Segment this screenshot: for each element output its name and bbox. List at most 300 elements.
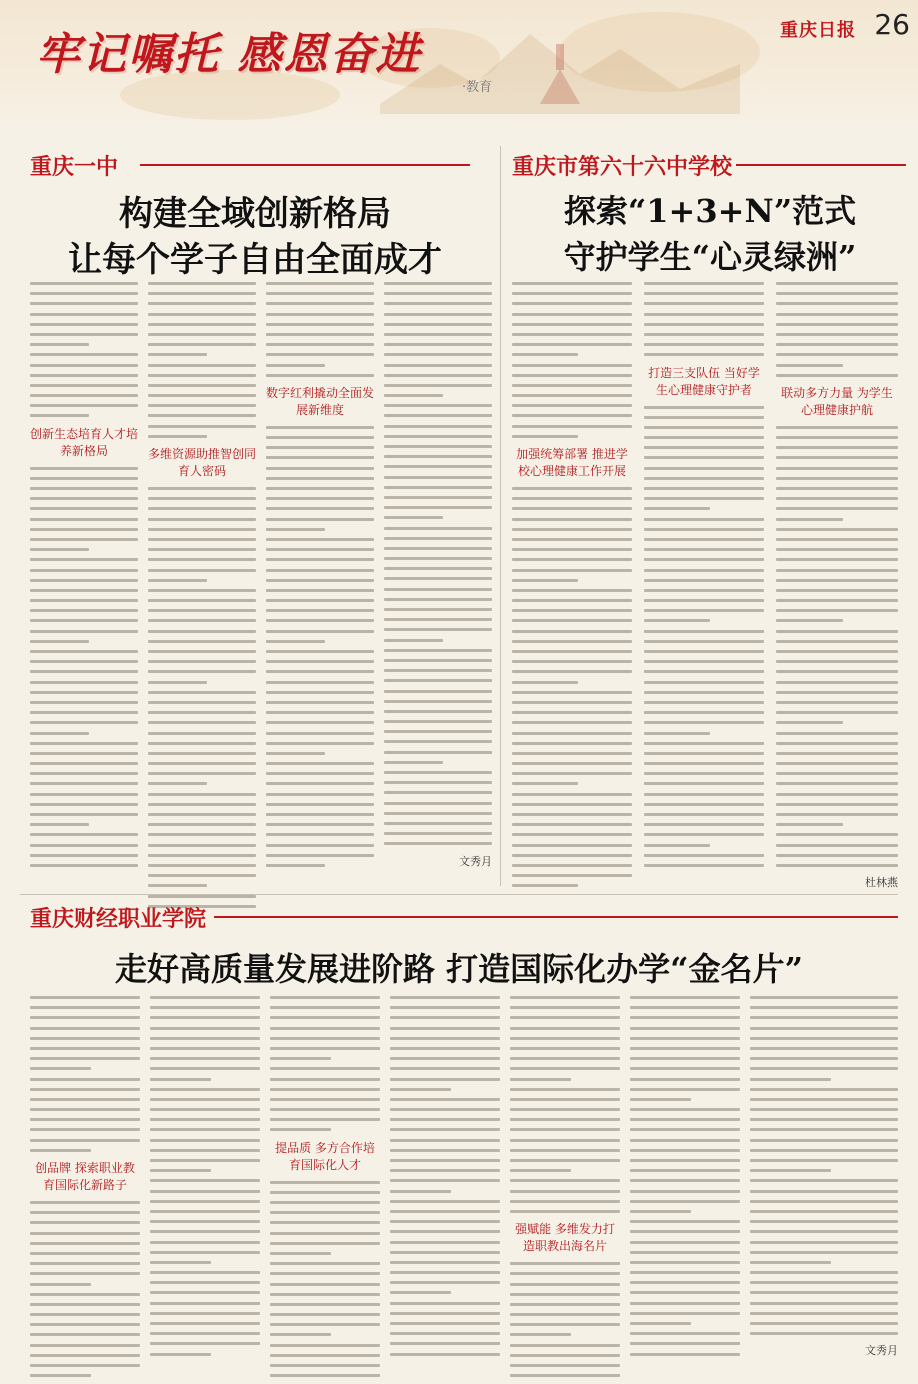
- text-line: [510, 1303, 620, 1306]
- text-line: [630, 1251, 740, 1254]
- text-line: [512, 619, 632, 622]
- text-line: [384, 445, 492, 448]
- text-line: [776, 569, 898, 572]
- text-line: [148, 691, 256, 694]
- article1-subhead-1: 创新生态培育人才培养新格局: [30, 426, 139, 458]
- text-line: [148, 558, 256, 561]
- text-line: [512, 558, 632, 561]
- text-line: [384, 343, 492, 346]
- text-line: [30, 1221, 140, 1224]
- text-line: [270, 1242, 380, 1245]
- text-line: [512, 579, 578, 582]
- text-line: [148, 650, 256, 653]
- text-line: [510, 1262, 620, 1265]
- text-line: [512, 640, 632, 643]
- article3-author: 文秀月: [865, 1344, 898, 1358]
- text-line: [512, 323, 632, 326]
- text-line: [776, 701, 898, 704]
- text-line: [776, 333, 898, 336]
- text-line: [776, 302, 898, 305]
- text-line: [148, 803, 256, 806]
- text-line: [150, 1251, 260, 1254]
- text-line: [512, 823, 632, 826]
- text-line: [750, 1291, 898, 1294]
- text-line: [30, 528, 138, 531]
- text-line: [776, 487, 898, 490]
- text-line: [30, 518, 138, 521]
- text-line: [510, 1006, 620, 1009]
- text-line: [30, 1374, 91, 1377]
- text-line: [644, 752, 764, 755]
- text-line: [30, 313, 138, 316]
- text-line: [750, 1139, 898, 1142]
- text-line: [630, 1241, 740, 1244]
- text-line: [750, 1118, 898, 1121]
- text-line: [30, 1016, 140, 1019]
- text-line: [512, 518, 632, 521]
- text-line: [512, 650, 632, 653]
- text-line: [30, 640, 89, 643]
- text-line: [644, 579, 764, 582]
- text-line: [30, 803, 138, 806]
- text-line: [510, 1354, 620, 1357]
- text-line: [510, 1283, 620, 1286]
- text-line: [512, 507, 632, 510]
- text-line: [630, 1098, 691, 1101]
- text-line: [148, 414, 256, 417]
- text-line: [776, 762, 898, 765]
- text-line: [30, 1047, 140, 1050]
- text-line: [510, 1108, 620, 1111]
- text-line: [384, 323, 492, 326]
- text-line: [30, 1242, 140, 1245]
- article2-headline-2: 守护学生“心灵绿洲”: [563, 238, 857, 276]
- text-line: [750, 1271, 898, 1274]
- text-line: [30, 589, 138, 592]
- text-line: [390, 1149, 500, 1152]
- article1-column-3: [266, 282, 374, 874]
- text-line: [30, 353, 138, 356]
- article1-headline-2: 让每个学子自由全面成才: [68, 240, 442, 280]
- text-line: [644, 650, 764, 653]
- text-line: [390, 1241, 500, 1244]
- text-line: [776, 864, 898, 867]
- text-line: [270, 1364, 380, 1367]
- text-line: [630, 1200, 740, 1203]
- text-line: [512, 762, 632, 765]
- text-line: [390, 1190, 451, 1193]
- text-line: [148, 364, 256, 367]
- text-line: [148, 772, 256, 775]
- text-line: [30, 1333, 140, 1336]
- text-line: [270, 1283, 380, 1286]
- text-line: [776, 833, 898, 836]
- text-line: [266, 701, 374, 704]
- text-line: [644, 681, 764, 684]
- text-line: [270, 1262, 380, 1265]
- text-line: [512, 782, 578, 785]
- text-line: [150, 1241, 260, 1244]
- text-line: [512, 752, 632, 755]
- text-line: [30, 793, 138, 796]
- text-line: [266, 302, 374, 305]
- text-line: [776, 803, 898, 806]
- text-line: [150, 1281, 260, 1284]
- text-line: [30, 1118, 140, 1121]
- text-line: [644, 436, 764, 439]
- text-line: [384, 486, 492, 489]
- text-line: [270, 1323, 380, 1326]
- text-line: [512, 732, 632, 735]
- text-line: [384, 639, 443, 642]
- text-line: [270, 1374, 380, 1377]
- text-line: [512, 854, 632, 857]
- text-line: [776, 558, 898, 561]
- text-line: [150, 1322, 260, 1325]
- text-line: [644, 569, 764, 572]
- text-line: [776, 609, 898, 612]
- text-line: [270, 996, 380, 999]
- text-line: [30, 558, 138, 561]
- text-line: [30, 384, 138, 387]
- text-line: [148, 374, 256, 377]
- text-line: [750, 1251, 898, 1254]
- text-line: [150, 1332, 260, 1335]
- page-number: 26: [874, 8, 910, 41]
- text-line: [270, 1303, 380, 1306]
- text-line: [30, 1211, 140, 1214]
- text-line: [512, 333, 632, 336]
- text-line: [266, 721, 374, 724]
- text-line: [148, 518, 256, 521]
- text-line: [266, 782, 374, 785]
- text-line: [644, 558, 764, 561]
- text-line: [630, 1169, 740, 1172]
- text-line: [270, 1252, 331, 1255]
- text-line: [776, 497, 898, 500]
- text-line: [644, 548, 764, 551]
- text-line: [148, 813, 256, 816]
- text-line: [150, 1169, 211, 1172]
- text-line: [148, 487, 256, 490]
- text-line: [512, 435, 578, 438]
- text-line: [750, 1078, 831, 1081]
- text-line: [776, 670, 898, 673]
- text-line: [30, 364, 138, 367]
- text-line: [266, 333, 374, 336]
- text-line: [390, 1179, 500, 1182]
- text-line: [270, 1128, 331, 1131]
- text-line: [776, 854, 898, 857]
- text-line: [776, 630, 898, 633]
- text-line: [644, 864, 764, 867]
- text-line: [30, 844, 138, 847]
- text-line: [148, 864, 256, 867]
- text-line: [776, 772, 898, 775]
- text-line: [510, 1139, 620, 1142]
- text-line: [30, 394, 138, 397]
- text-line: [644, 518, 764, 521]
- text-line: [148, 701, 256, 704]
- text-line: [750, 1190, 898, 1193]
- text-line: [776, 282, 898, 285]
- article2-column-2: [644, 282, 764, 874]
- text-line: [150, 1190, 260, 1193]
- article2-subhead-1: 打造三支队伍 当好学生心理健康守护者: [648, 365, 760, 397]
- text-line: [270, 1098, 380, 1101]
- article2-column-1: [512, 282, 632, 895]
- text-line: [266, 864, 325, 867]
- text-line: [644, 477, 764, 480]
- text-line: [30, 1303, 140, 1306]
- text-line: [30, 833, 138, 836]
- text-line: [644, 854, 764, 857]
- article2-column-3: [776, 282, 898, 890]
- text-line: [30, 1201, 140, 1204]
- text-line: [384, 516, 443, 519]
- text-line: [644, 813, 764, 816]
- text-line: [510, 1118, 620, 1121]
- text-line: [776, 742, 898, 745]
- text-line: [644, 833, 764, 836]
- text-line: [390, 1027, 500, 1030]
- text-line: [30, 711, 138, 714]
- text-line: [644, 292, 764, 295]
- text-line: [30, 1078, 140, 1081]
- text-line: [750, 1312, 898, 1315]
- text-line: [148, 752, 256, 755]
- text-line: [266, 313, 374, 316]
- text-line: [270, 1211, 380, 1214]
- text-line: [150, 1353, 211, 1356]
- text-line: [630, 1312, 740, 1315]
- text-line: [266, 548, 374, 551]
- text-line: [30, 1067, 91, 1070]
- text-line: [750, 1037, 898, 1040]
- text-line: [266, 630, 374, 633]
- text-line: [150, 1057, 260, 1060]
- text-line: [776, 681, 898, 684]
- text-line: [630, 1027, 740, 1030]
- article1-subhead-3: 数字红利撬动全面发展新维度: [266, 385, 375, 417]
- text-line: [630, 1220, 740, 1223]
- text-line: [384, 414, 492, 417]
- text-line: [30, 343, 89, 346]
- text-line: [30, 772, 138, 775]
- text-line: [510, 1067, 620, 1070]
- article3-subhead-2: 提品质 多方合作培育国际化人才: [275, 1140, 375, 1172]
- text-line: [390, 1037, 500, 1040]
- article3-subhead-1: 创品牌 探索职业教育国际化新路子: [35, 1161, 135, 1192]
- text-line: [384, 842, 492, 845]
- text-line: [266, 640, 325, 643]
- text-line: [30, 302, 138, 305]
- text-line: [150, 1159, 260, 1162]
- text-line: [776, 711, 898, 714]
- text-line: [148, 353, 207, 356]
- text-line: [266, 833, 374, 836]
- text-line: [630, 1057, 740, 1060]
- text-line: [30, 681, 138, 684]
- text-line: [630, 1016, 740, 1019]
- text-line: [148, 394, 256, 397]
- text-line: [776, 507, 898, 510]
- article1-subhead-2: 多维资源助推智创同育人密码: [148, 447, 257, 478]
- text-line: [30, 1006, 140, 1009]
- text-line: [630, 1353, 740, 1356]
- text-line: [510, 1200, 620, 1203]
- text-line: [266, 507, 374, 510]
- text-line: [270, 1313, 380, 1316]
- text-line: [384, 302, 492, 305]
- text-line: [384, 435, 492, 438]
- text-line: [750, 1067, 898, 1070]
- text-line: [148, 782, 207, 785]
- text-line: [644, 721, 764, 724]
- text-line: [266, 364, 325, 367]
- text-line: [148, 732, 256, 735]
- text-line: [150, 1047, 260, 1050]
- text-line: [644, 691, 764, 694]
- text-line: [30, 660, 138, 663]
- text-line: [266, 732, 374, 735]
- text-line: [512, 404, 632, 407]
- text-line: [390, 1230, 500, 1233]
- text-line: [148, 721, 256, 724]
- text-line: [776, 538, 898, 541]
- text-line: [644, 599, 764, 602]
- text-line: [266, 558, 374, 561]
- text-line: [750, 1128, 898, 1131]
- text-line: [30, 599, 138, 602]
- text-line: [644, 782, 764, 785]
- text-line: [384, 384, 492, 387]
- text-line: [30, 569, 138, 572]
- text-line: [510, 1088, 620, 1091]
- text-line: [270, 1057, 331, 1060]
- text-line: [390, 1108, 500, 1111]
- text-line: [750, 1006, 898, 1009]
- text-line: [512, 528, 632, 531]
- slogan: 牢记嘱托 感恩奋进: [36, 29, 422, 80]
- text-line: [630, 1332, 740, 1335]
- text-line: [266, 844, 374, 847]
- article2-author: 杜林燕: [865, 876, 898, 890]
- text-line: [390, 1342, 500, 1345]
- text-line: [510, 1374, 620, 1377]
- text-line: [512, 772, 632, 775]
- text-line: [150, 1088, 260, 1091]
- text-line: [150, 1271, 260, 1274]
- text-line: [30, 1344, 140, 1347]
- text-line: [148, 384, 256, 387]
- text-line: [148, 630, 256, 633]
- text-line: [270, 1191, 380, 1194]
- article3-school: 重庆财经职业学院: [30, 906, 207, 932]
- text-line: [750, 1281, 898, 1284]
- text-line: [270, 1037, 380, 1040]
- article3-subhead-3: 强赋能 多维发力打造职教出海名片: [515, 1222, 615, 1254]
- text-line: [148, 507, 256, 510]
- text-line: [270, 1272, 380, 1275]
- text-line: [630, 1037, 740, 1040]
- article2-headline-1: 探索“1+3+N”范式: [563, 192, 857, 230]
- text-line: [644, 282, 764, 285]
- text-line: [270, 1067, 380, 1070]
- text-line: [644, 467, 764, 470]
- text-line: [384, 588, 492, 591]
- text-line: [776, 436, 898, 439]
- text-line: [512, 353, 578, 356]
- text-line: [776, 599, 898, 602]
- text-line: [30, 1108, 140, 1111]
- text-line: [384, 649, 492, 652]
- text-line: [30, 823, 89, 826]
- text-line: [266, 467, 374, 470]
- text-line: [750, 1016, 898, 1019]
- text-line: [148, 302, 256, 305]
- text-line: [512, 589, 632, 592]
- article1-rule: [140, 164, 470, 166]
- text-line: [266, 323, 374, 326]
- text-line: [750, 1241, 898, 1244]
- text-line: [266, 619, 374, 622]
- text-line: [644, 701, 764, 704]
- text-line: [776, 660, 898, 663]
- text-line: [510, 1037, 620, 1040]
- text-line: [270, 1108, 380, 1111]
- text-line: [630, 1006, 740, 1009]
- text-line: [266, 497, 374, 500]
- text-line: [266, 691, 374, 694]
- text-line: [512, 813, 632, 816]
- text-line: [148, 711, 256, 714]
- text-line: [266, 528, 325, 531]
- text-line: [390, 1200, 500, 1203]
- text-line: [270, 1201, 380, 1204]
- text-line: [512, 681, 578, 684]
- text-line: [30, 732, 89, 735]
- text-line: [750, 1088, 898, 1091]
- text-line: [512, 711, 632, 714]
- text-line: [512, 394, 632, 397]
- text-line: [512, 670, 632, 673]
- text-line: [150, 1291, 260, 1294]
- text-line: [148, 579, 207, 582]
- text-line: [750, 1027, 898, 1030]
- text-line: [512, 874, 632, 877]
- text-line: [390, 1332, 500, 1335]
- text-line: [750, 1210, 898, 1213]
- text-line: [510, 1190, 620, 1193]
- text-line: [148, 435, 207, 438]
- text-line: [30, 1252, 140, 1255]
- section-divider: [20, 894, 898, 895]
- text-line: [150, 1108, 260, 1111]
- text-line: [510, 1016, 620, 1019]
- text-line: [776, 619, 843, 622]
- text-line: [630, 1067, 740, 1070]
- text-line: [30, 650, 138, 653]
- text-line: [384, 506, 492, 509]
- text-line: [512, 884, 578, 887]
- text-line: [148, 844, 256, 847]
- text-line: [512, 374, 632, 377]
- text-line: [512, 701, 632, 704]
- text-line: [266, 374, 374, 377]
- article3-column-7: [750, 996, 898, 1358]
- text-line: [630, 1047, 740, 1050]
